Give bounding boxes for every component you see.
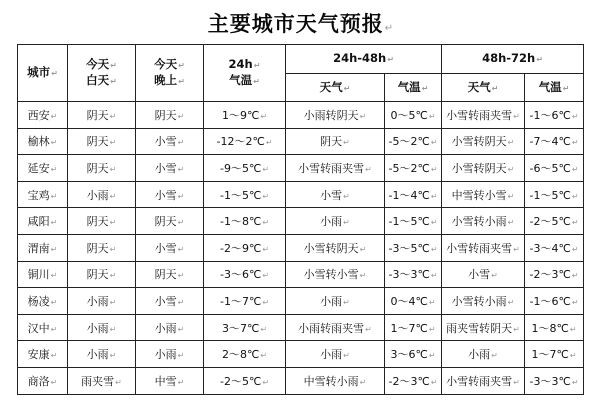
city-cell: 商洛↵ <box>18 367 68 394</box>
weather-72h-cell: 小雪转雨夹雪↵ <box>442 102 525 129</box>
temp-48h-cell: 1～7℃↵ <box>385 314 442 341</box>
city-cell: 延安↵ <box>18 155 68 182</box>
weather-48h-cell: 小雨↵ <box>286 208 385 235</box>
today-day-cell: 小雨↵ <box>68 314 136 341</box>
header-today-day: 今天↵ 白天↵ <box>68 45 136 102</box>
weather-72h-cell: 小雪转雨夹雪↵ <box>442 367 525 394</box>
weather-48h-cell: 中雪转小雨↵ <box>286 367 385 394</box>
temp-72h-cell: -1～5℃↵ <box>525 181 584 208</box>
header-temp-48: 气温↵ <box>385 74 442 102</box>
weather-48h-cell: 阴天↵ <box>286 128 385 155</box>
header-24h-temp: 24h↵ 气温↵ <box>204 45 286 102</box>
tonight-cell: 阴天↵ <box>136 102 204 129</box>
temp-24h-cell: -1～5℃↵ <box>204 181 286 208</box>
weather-72h-cell: 小雪转阴天↵ <box>442 155 525 182</box>
table-row <box>18 261 584 288</box>
temp-48h-cell: -3～5℃↵ <box>385 234 442 261</box>
header-weather-72: 天气↵ <box>442 74 525 102</box>
weather-48h-cell: 小雨↵ <box>286 341 385 368</box>
today-day-cell: 小雨↵ <box>68 288 136 315</box>
header-city: 城市↵ <box>18 45 68 102</box>
temp-48h-cell: 0～5℃↵ <box>385 102 442 129</box>
temp-48h-cell: 3～6℃↵ <box>385 341 442 368</box>
city-cell: 安康↵ <box>18 341 68 368</box>
table-row <box>18 341 584 368</box>
forecast-table <box>17 44 584 395</box>
temp-24h-cell: -2～9℃↵ <box>204 234 286 261</box>
paragraph-mark-icon: ↵ <box>384 23 395 34</box>
weather-72h-cell: 小雪转小雨↵ <box>442 288 525 315</box>
today-day-cell: 小雨↵ <box>68 341 136 368</box>
temp-24h-cell: 3～7℃↵ <box>204 314 286 341</box>
tonight-cell: 小雪↵ <box>136 155 204 182</box>
temp-72h-cell: -2～3℃↵ <box>525 261 584 288</box>
header-24h-48h: 24h-48h↵ <box>286 45 442 74</box>
city-cell: 咸阳↵ <box>18 208 68 235</box>
weather-48h-cell: 小雨转雨夹雪↵ <box>286 314 385 341</box>
temp-48h-cell: -3～3℃↵ <box>385 261 442 288</box>
weather-72h-cell: 雨夹雪转阴天↵ <box>442 314 525 341</box>
temp-24h-cell: -9～5℃↵ <box>204 155 286 182</box>
today-day-cell: 阴天↵ <box>68 261 136 288</box>
temp-72h-cell: -2～5℃↵ <box>525 208 584 235</box>
temp-48h-cell: -5～2℃↵ <box>385 155 442 182</box>
weather-72h-cell: 小雪转小雨↵ <box>442 208 525 235</box>
temp-72h-cell: -3～3℃↵ <box>525 367 584 394</box>
temp-48h-cell: -5～2℃↵ <box>385 128 442 155</box>
today-day-cell: 雨夹雪↵ <box>68 367 136 394</box>
today-day-cell: 阴天↵ <box>68 128 136 155</box>
table-row <box>18 314 584 341</box>
tonight-cell: 小雨↵ <box>136 341 204 368</box>
table-row <box>18 102 584 129</box>
today-day-cell: 阴天↵ <box>68 155 136 182</box>
weather-72h-cell: 中雪转小雪↵ <box>442 181 525 208</box>
tonight-cell: 小雨↵ <box>136 314 204 341</box>
weather-48h-cell: 小雨转阴天↵ <box>286 102 385 129</box>
today-day-cell: 阴天↵ <box>68 102 136 129</box>
city-cell: 杨凌↵ <box>18 288 68 315</box>
weather-48h-cell: 小雪转阴天↵ <box>286 234 385 261</box>
today-day-cell: 小雨↵ <box>68 181 136 208</box>
tonight-cell: 阴天↵ <box>136 261 204 288</box>
tonight-cell: 小雪↵ <box>136 288 204 315</box>
header-weather-48: 天气↵ <box>286 74 385 102</box>
tonight-cell: 阴天↵ <box>136 208 204 235</box>
temp-72h-cell: 1～8℃↵ <box>525 314 584 341</box>
tonight-cell: 小雪↵ <box>136 234 204 261</box>
temp-24h-cell: -12～2℃↵ <box>204 128 286 155</box>
today-day-cell: 阴天↵ <box>68 208 136 235</box>
temp-48h-cell: -1～5℃↵ <box>385 208 442 235</box>
city-cell: 汉中↵ <box>18 314 68 341</box>
header-temp-72: 气温↵ <box>525 74 584 102</box>
weather-72h-cell: 小雪转雨夹雪↵ <box>442 234 525 261</box>
temp-24h-cell: -2～5℃↵ <box>204 367 286 394</box>
weather-72h-cell: 小雪↵ <box>442 261 525 288</box>
table-row <box>18 128 584 155</box>
temp-48h-cell: -1～4℃↵ <box>385 181 442 208</box>
temp-72h-cell: -6～5℃↵ <box>525 155 584 182</box>
temp-24h-cell: -3～6℃↵ <box>204 261 286 288</box>
temp-24h-cell: -1～8℃↵ <box>204 208 286 235</box>
page-title: 主要城市天气预报↵ <box>207 12 395 36</box>
temp-48h-cell: -2～3℃↵ <box>385 367 442 394</box>
city-cell: 宝鸡↵ <box>18 181 68 208</box>
tonight-cell: 中雪↵ <box>136 367 204 394</box>
table-row <box>18 181 584 208</box>
temp-24h-cell: 1～9℃↵ <box>204 102 286 129</box>
tonight-cell: 小雪↵ <box>136 128 204 155</box>
temp-72h-cell: -1～6℃↵ <box>525 288 584 315</box>
table-row <box>18 208 584 235</box>
temp-72h-cell: -1～6℃↵ <box>525 102 584 129</box>
weather-48h-cell: 小雪转雨夹雪↵ <box>286 155 385 182</box>
table-row <box>18 288 584 315</box>
city-cell: 榆林↵ <box>18 128 68 155</box>
temp-72h-cell: -3～4℃↵ <box>525 234 584 261</box>
today-day-cell: 阴天↵ <box>68 234 136 261</box>
temp-24h-cell: -1～7℃↵ <box>204 288 286 315</box>
weather-48h-cell: 小雪转小雪↵ <box>286 261 385 288</box>
weather-48h-cell: 小雪↵ <box>286 181 385 208</box>
city-cell: 西安↵ <box>18 102 68 129</box>
weather-72h-cell: 小雪转阴天↵ <box>442 128 525 155</box>
temp-72h-cell: -7～4℃↵ <box>525 128 584 155</box>
table-row <box>18 234 584 261</box>
tonight-cell: 小雪↵ <box>136 181 204 208</box>
table-row <box>18 367 584 394</box>
weather-48h-cell: 小雨↵ <box>286 288 385 315</box>
weather-72h-cell: 小雨↵ <box>442 341 525 368</box>
header-48h-72h: 48h-72h↵ <box>442 45 584 74</box>
city-cell: 铜川↵ <box>18 261 68 288</box>
header-tonight: 今天↵ 晚上↵ <box>136 45 204 102</box>
temp-48h-cell: 0～4℃↵ <box>385 288 442 315</box>
temp-24h-cell: 2～8℃↵ <box>204 341 286 368</box>
table-row <box>18 155 584 182</box>
temp-72h-cell: 1～7℃↵ <box>525 341 584 368</box>
city-cell: 渭南↵ <box>18 234 68 261</box>
